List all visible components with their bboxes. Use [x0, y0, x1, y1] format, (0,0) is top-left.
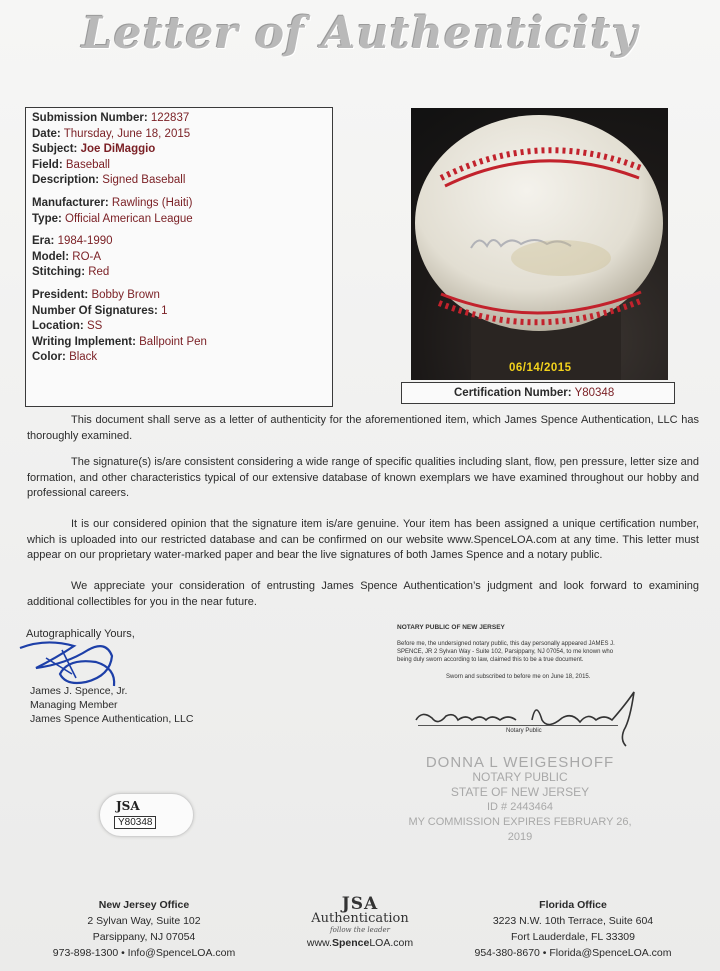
photo-date-stamp: 06/14/2015 — [509, 362, 572, 374]
detail-row: Color: Black — [32, 351, 98, 364]
fl-office — [458, 897, 688, 961]
fl-office-address-1: 3223 N.W. 10th Terrace, Suite 604 — [492, 915, 654, 927]
signer-info — [30, 684, 193, 726]
detail-row: Manufacturer: Rawlings (Haiti) — [32, 196, 193, 209]
certification-number: Y80348 — [574, 387, 615, 399]
certification-number-box: Certification Number: Y80348 — [401, 382, 675, 404]
nj-office-address-2: Parsippany, NJ 07054 — [92, 931, 196, 943]
item-details-box — [25, 107, 333, 407]
fl-office-address-2: Fort Lauderdale, FL 33309 — [511, 931, 635, 943]
notary-statement: Before me, the undersigned notary public, this day personally appeared JAMES J. SPENCE, JR 2 Sylvan Way - Suite 102, Parsippany, NJ 07054, to me known who being duly sworn according to law, claimed this to be a true document. — [397, 641, 615, 663]
fl-office-heading: Florida Office — [539, 899, 607, 911]
detail-row: Description: Signed Baseball — [32, 174, 186, 187]
stamp-expires: MY COMMISSION EXPIRES FEBRUARY 26, 2019 — [408, 816, 632, 843]
detail-row: Submission Number: 122837 — [32, 112, 190, 124]
stamp-id: ID # 2443464 — [486, 801, 554, 813]
signer-role: Managing Member — [30, 699, 118, 711]
notary-signature-line — [418, 725, 618, 726]
detail-row: Number Of Signatures: 1 — [32, 304, 168, 317]
page-title: Letter of Authenticity — [81, 8, 639, 59]
notary-signature-image — [412, 690, 652, 750]
sticker-number: Y80348 — [114, 816, 156, 829]
paragraph-4: We appreciate your consideration of entrusting James Spence Authentication’s judgment and look forward to examining additional collectibles for you in the near future. — [27, 580, 699, 608]
sticker-logo: JSA — [116, 799, 140, 813]
logo-tagline: follow the leader — [330, 926, 390, 934]
website-link[interactable]: www.SpenceLOA.com — [306, 937, 414, 949]
notary-heading: NOTARY PUBLIC OF NEW JERSEY — [397, 624, 505, 631]
jsa-logo-text: JSA — [341, 894, 379, 914]
stamp-name: DONNA L WEIGESHOFF — [425, 754, 615, 771]
detail-row: Location: SS — [32, 320, 103, 333]
nj-office — [44, 897, 244, 961]
paragraph-2: The signature(s) is/are consistent considering a wide range of specific qualities including slant, flow, pen pressure, letter size and formation, and other characteristics typical of our extensive database of known exemplars we have examined throughout our hobby and professional careers. — [27, 456, 699, 499]
paragraph-3: It is our considered opinion that the signature item is/are genuine. Your item has been assigned a unique certification number, which is uploaded into our restricted database and can be confirmed on our website www.SpenceLOA.com at any time. This letter must appear on our proprietary water-marked paper and bear the live signatures of both James Spence and a notary public. — [27, 518, 699, 561]
detail-row: Date: Thursday, June 18, 2015 — [32, 127, 191, 140]
detail-row: Model: RO-A — [32, 250, 102, 263]
jsa-footer-logo — [300, 894, 420, 949]
nj-office-heading: New Jersey Office — [98, 899, 190, 911]
signature-image — [16, 628, 126, 692]
detail-row: Type: Official American League — [32, 212, 193, 225]
paragraph-1: This document shall serve as a letter of authenticity for the aforementioned item, which James Spence Authentication, LLC has thoroughly examined. — [27, 414, 699, 442]
detail-row: President: Bobby Brown — [32, 288, 160, 301]
detail-row: Stitching: Red — [32, 266, 110, 279]
notary-sworn-date: Sworn and subscribed to before me on June 18, 2015. — [446, 674, 591, 680]
detail-row: Subject: Joe DiMaggio — [32, 143, 156, 156]
baseball-illustration — [411, 108, 668, 380]
detail-row: Era: 1984-1990 — [32, 235, 113, 248]
hologram-sticker — [99, 793, 194, 837]
closing-text: Autographically Yours, — [26, 628, 135, 640]
stamp-title: NOTARY PUBLIC — [472, 770, 568, 784]
signer-company: James Spence Authentication, LLC — [30, 713, 194, 725]
nj-office-address-1: 2 Sylvan Way, Suite 102 — [87, 915, 201, 927]
signer-name: James J. Spence, Jr. — [30, 685, 128, 697]
logo-authentication-word: Authentication — [311, 911, 409, 926]
fl-office-contact: 954-380-8670 • Florida@SpenceLOA.com — [474, 947, 672, 959]
stamp-state: STATE OF NEW JERSEY — [450, 785, 590, 799]
notary-stamp — [400, 755, 640, 845]
nj-office-contact: 973-898-1300 • Info@SpenceLOA.com — [52, 947, 236, 959]
detail-row: Writing Implement: Ballpoint Pen — [32, 335, 207, 348]
detail-row: Field: Baseball — [32, 158, 110, 171]
baseball-photo — [411, 108, 668, 380]
notary-public-label: Notary Public — [506, 728, 542, 734]
